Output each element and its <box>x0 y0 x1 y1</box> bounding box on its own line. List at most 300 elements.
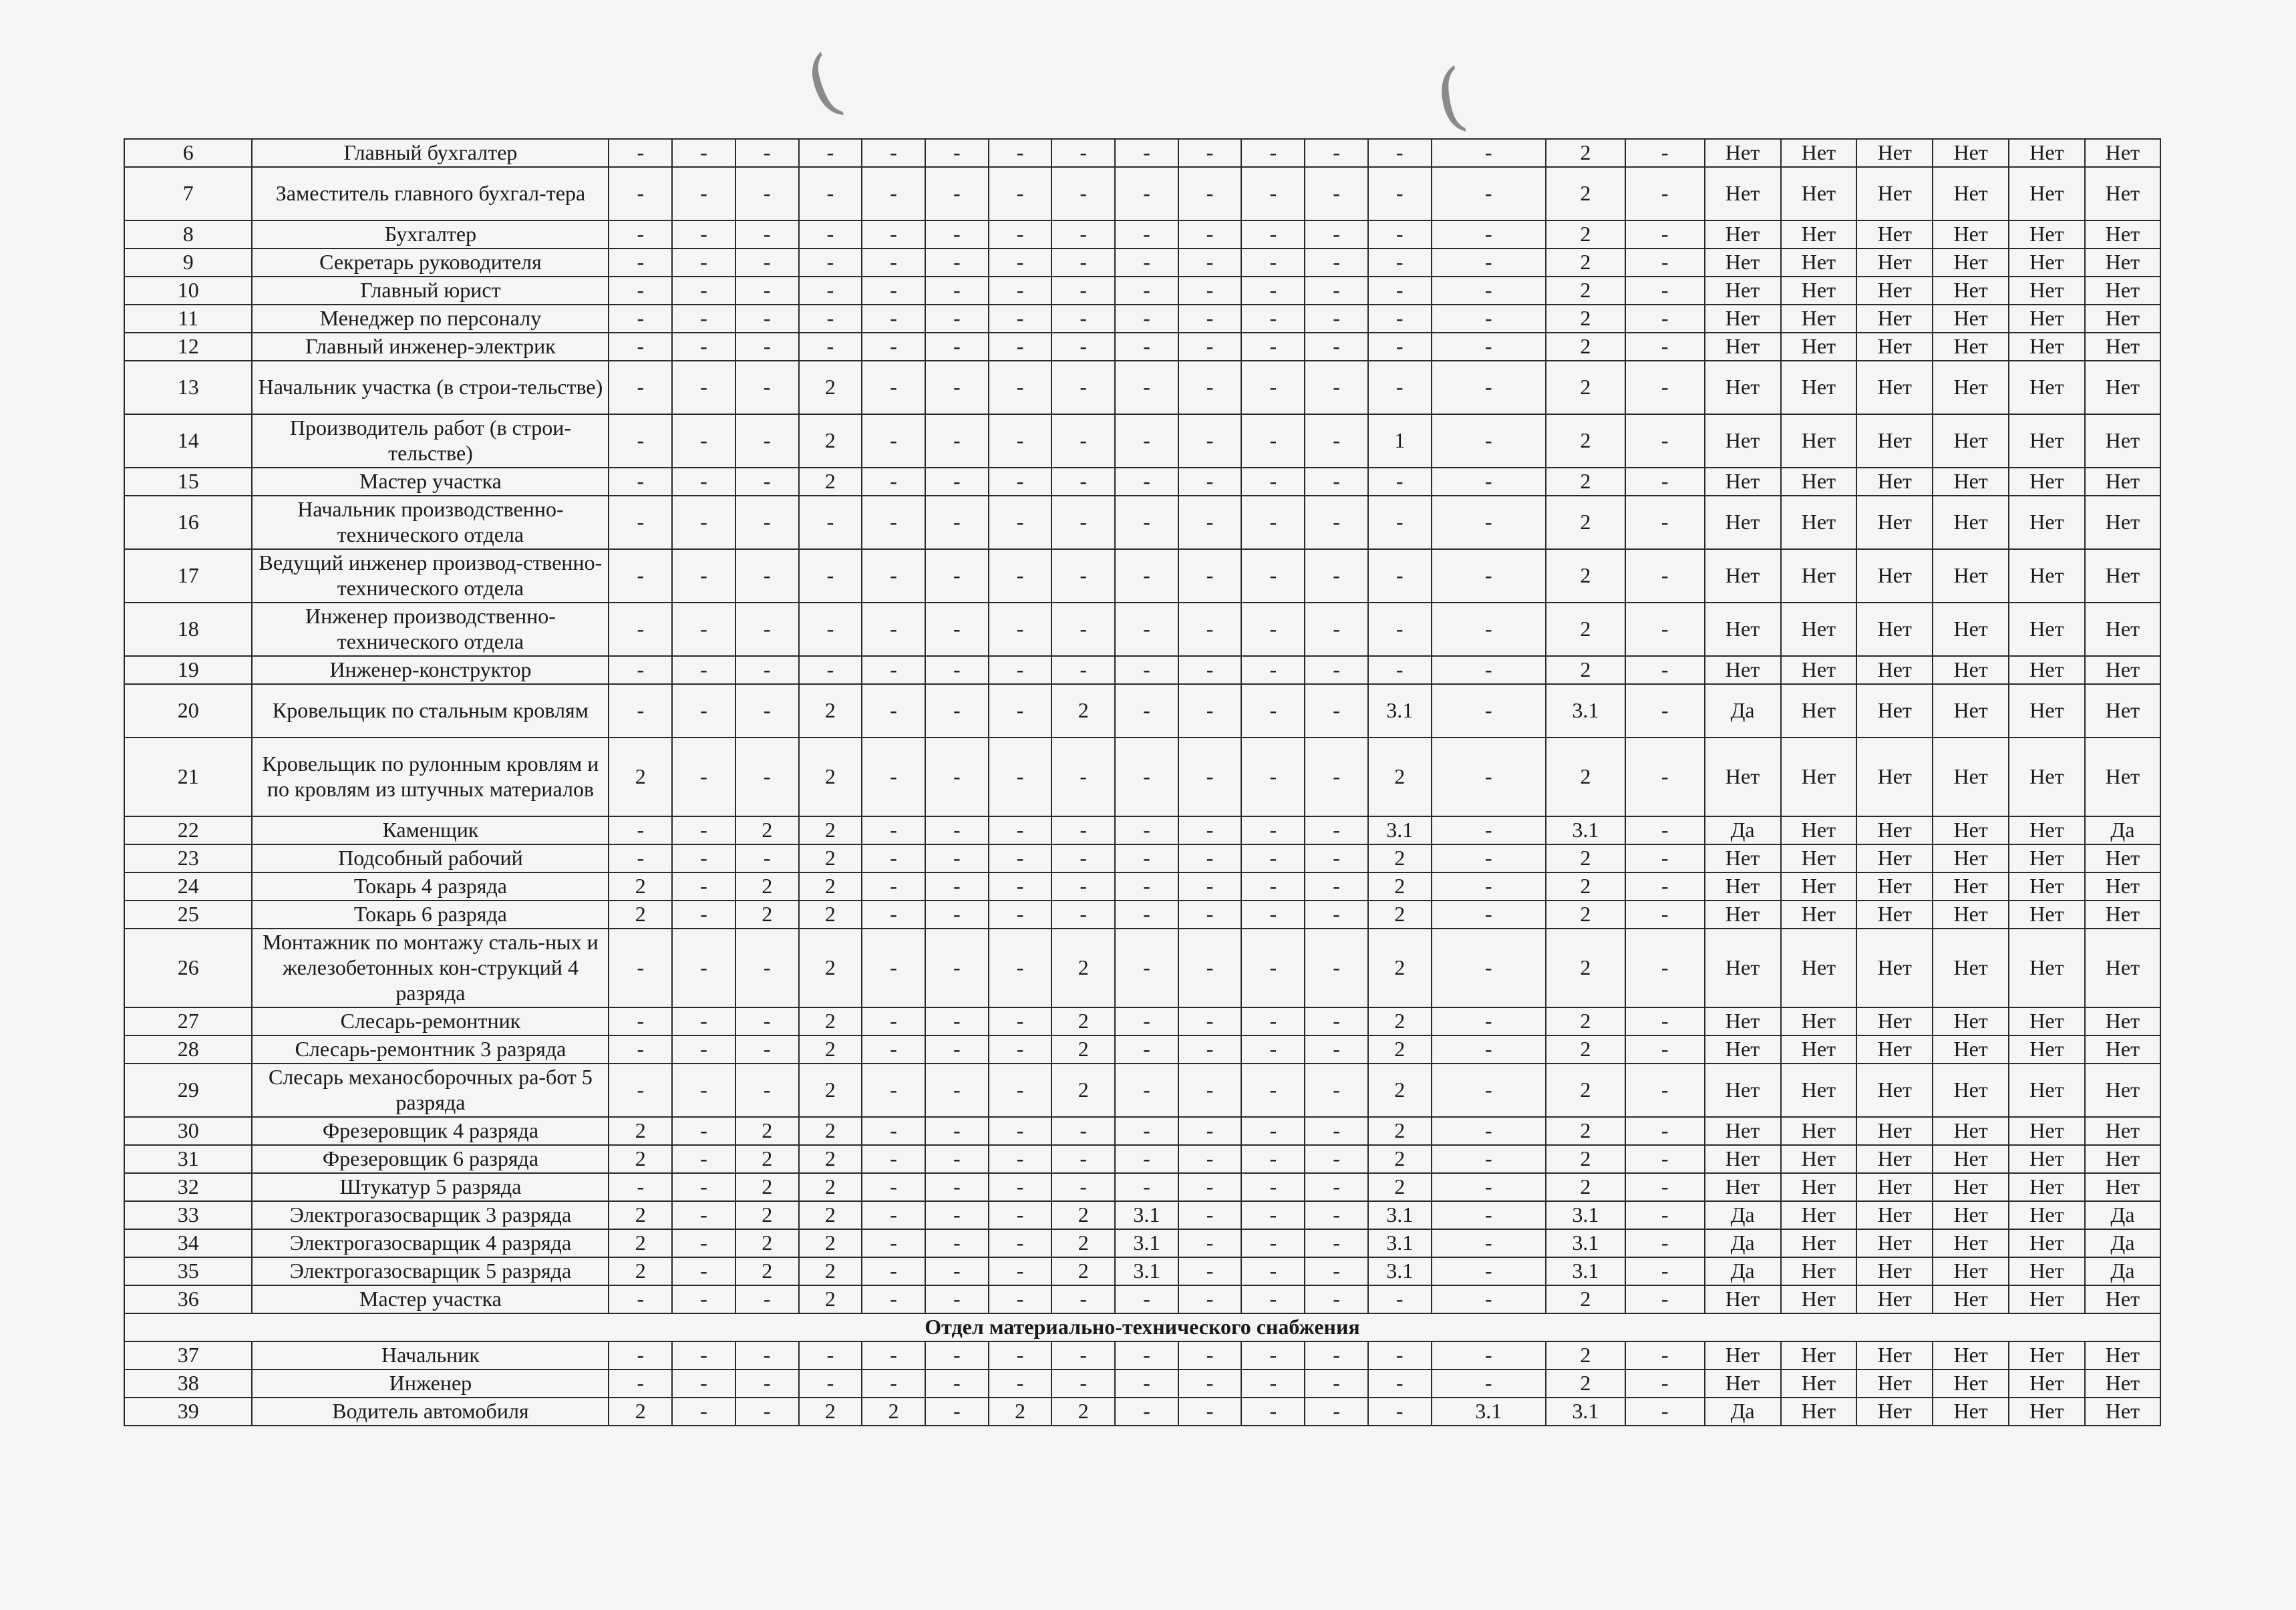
guarantee-cell: Нет <box>1856 844 1933 872</box>
class-cell: - <box>799 1370 862 1398</box>
table-row <box>124 1117 2160 1145</box>
class-cell: - <box>1625 872 1705 901</box>
guarantee-cell: Нет <box>1781 1117 1857 1145</box>
class-cell: - <box>989 496 1052 549</box>
class-cell: - <box>989 1229 1052 1257</box>
class-cell: - <box>862 1035 925 1064</box>
class-cell: - <box>1051 603 1115 656</box>
class-cell: - <box>1241 549 1305 603</box>
guarantee-cell: Нет <box>2009 1370 2085 1398</box>
class-cell: - <box>1432 361 1546 414</box>
guarantee-cell: Нет <box>1705 1341 1781 1370</box>
class-cell: - <box>1115 929 1178 1007</box>
class-cell: - <box>1178 139 1242 167</box>
guarantee-cell: Нет <box>1856 167 1933 220</box>
guarantee-cell: Нет <box>1933 496 2009 549</box>
class-cell: 2 <box>1546 1117 1625 1145</box>
class-cell: - <box>672 603 735 656</box>
class-cell: - <box>1241 167 1305 220</box>
job-title: Штукатур 5 разряда <box>252 1173 609 1201</box>
class-cell: - <box>735 361 799 414</box>
class-cell: 2 <box>1546 549 1625 603</box>
guarantee-cell: Нет <box>2009 1117 2085 1145</box>
job-title: Секретарь руководителя <box>252 249 609 277</box>
class-cell: - <box>1051 844 1115 872</box>
row-number: 19 <box>124 656 252 684</box>
guarantee-cell: Нет <box>1705 277 1781 305</box>
job-title: Слесарь механосборочных ра-бот 5 разряда <box>252 1064 609 1117</box>
guarantee-cell: Нет <box>2085 414 2160 468</box>
table-row <box>124 414 2160 468</box>
class-cell: - <box>799 656 862 684</box>
class-cell: - <box>925 549 989 603</box>
class-cell: - <box>1305 844 1368 872</box>
class-cell: - <box>672 1201 735 1229</box>
guarantee-cell: Нет <box>2085 1007 2160 1035</box>
job-title: Слесарь-ремонтник <box>252 1007 609 1035</box>
class-cell: - <box>1241 738 1305 816</box>
guarantee-cell: Нет <box>1933 1229 2009 1257</box>
class-cell: - <box>862 844 925 872</box>
class-cell: - <box>1432 468 1546 496</box>
class-cell: - <box>1115 1370 1178 1398</box>
class-cell: - <box>735 468 799 496</box>
guarantee-cell: Нет <box>1705 333 1781 361</box>
class-cell: - <box>1115 684 1178 738</box>
class-cell: - <box>1305 361 1368 414</box>
class-cell: - <box>862 1064 925 1117</box>
row-number: 15 <box>124 468 252 496</box>
guarantee-cell: Нет <box>1856 139 1933 167</box>
guarantee-cell: Да <box>2085 1201 2160 1229</box>
guarantee-cell: Нет <box>1856 1398 1933 1426</box>
job-title: Главный юрист <box>252 277 609 305</box>
class-cell: - <box>1178 1370 1242 1398</box>
class-cell: - <box>1305 656 1368 684</box>
class-cell: - <box>609 1341 672 1370</box>
guarantee-cell: Нет <box>1856 305 1933 333</box>
class-cell: - <box>672 929 735 1007</box>
class-cell: - <box>1432 167 1546 220</box>
class-cell: - <box>989 1285 1052 1313</box>
guarantee-cell: Нет <box>1933 816 2009 844</box>
class-cell: - <box>1115 1007 1178 1035</box>
guarantee-cell: Нет <box>2085 139 2160 167</box>
class-cell: - <box>1178 684 1242 738</box>
guarantee-cell: Нет <box>1781 738 1857 816</box>
class-cell: - <box>1432 249 1546 277</box>
class-cell: - <box>989 305 1052 333</box>
class-cell: - <box>1178 1007 1242 1035</box>
guarantee-cell: Нет <box>2009 1398 2085 1426</box>
guarantee-cell: Нет <box>1933 844 2009 872</box>
class-cell: - <box>862 139 925 167</box>
class-cell: - <box>1051 1145 1115 1173</box>
class-cell: - <box>1432 1145 1546 1173</box>
class-cell: - <box>1432 816 1546 844</box>
job-title: Главный бухгалтер <box>252 139 609 167</box>
class-cell: 2 <box>799 929 862 1007</box>
guarantee-cell: Нет <box>2085 549 2160 603</box>
class-cell: - <box>609 167 672 220</box>
guarantee-cell: Нет <box>1933 468 2009 496</box>
guarantee-cell: Нет <box>1705 1117 1781 1145</box>
row-number: 6 <box>124 139 252 167</box>
class-cell: - <box>735 738 799 816</box>
class-cell: - <box>1241 139 1305 167</box>
class-cell: - <box>609 603 672 656</box>
class-cell: - <box>862 1173 925 1201</box>
guarantee-cell: Нет <box>2009 277 2085 305</box>
class-cell: - <box>1051 1173 1115 1201</box>
class-cell: - <box>609 549 672 603</box>
class-cell: - <box>1178 816 1242 844</box>
class-cell: - <box>1051 305 1115 333</box>
table-row <box>124 1229 2160 1257</box>
class-cell: - <box>1178 305 1242 333</box>
class-cell: - <box>1051 249 1115 277</box>
class-cell: - <box>735 844 799 872</box>
table-row <box>124 684 2160 738</box>
class-cell: - <box>609 684 672 738</box>
guarantee-cell: Нет <box>1856 1064 1933 1117</box>
class-cell: - <box>1368 249 1432 277</box>
class-cell: - <box>925 249 989 277</box>
class-cell: - <box>1625 1145 1705 1173</box>
class-cell: - <box>1241 1285 1305 1313</box>
class-cell: - <box>609 1064 672 1117</box>
class-cell: - <box>1368 1398 1432 1426</box>
class-cell: - <box>735 603 799 656</box>
class-cell: - <box>1241 872 1305 901</box>
class-cell: - <box>672 1035 735 1064</box>
class-cell: - <box>1432 1285 1546 1313</box>
job-title: Каменщик <box>252 816 609 844</box>
class-cell: - <box>1178 872 1242 901</box>
guarantee-cell: Нет <box>2009 496 2085 549</box>
guarantee-cell: Нет <box>1781 1007 1857 1035</box>
job-title: Главный инженер-электрик <box>252 333 609 361</box>
class-cell: - <box>1625 496 1705 549</box>
class-cell: - <box>1305 1229 1368 1257</box>
table-row <box>124 816 2160 844</box>
class-cell: 2 <box>1546 249 1625 277</box>
row-number: 8 <box>124 220 252 249</box>
class-cell: - <box>1368 496 1432 549</box>
class-cell: - <box>1178 1341 1242 1370</box>
guarantee-cell: Нет <box>1705 1035 1781 1064</box>
table-row <box>124 929 2160 1007</box>
guarantee-cell: Нет <box>1933 167 2009 220</box>
class-cell: - <box>1625 1341 1705 1370</box>
class-cell: - <box>1178 1145 1242 1173</box>
class-cell: - <box>1432 901 1546 929</box>
table-row <box>124 1173 2160 1201</box>
class-cell: - <box>1625 1064 1705 1117</box>
guarantee-cell: Нет <box>1781 220 1857 249</box>
job-title: Ведущий инженер производ-ственно-технического отдела <box>252 549 609 603</box>
class-cell: - <box>1305 1285 1368 1313</box>
guarantee-cell: Нет <box>1856 929 1933 1007</box>
class-cell: - <box>1051 901 1115 929</box>
class-cell: - <box>1115 414 1178 468</box>
class-cell: - <box>862 220 925 249</box>
class-cell: - <box>862 549 925 603</box>
class-cell: - <box>609 1035 672 1064</box>
class-cell: - <box>735 549 799 603</box>
class-cell: 2 <box>1546 603 1625 656</box>
class-cell: - <box>989 1007 1052 1035</box>
class-cell: - <box>672 277 735 305</box>
class-cell: - <box>862 496 925 549</box>
class-cell: - <box>925 414 989 468</box>
class-cell: 2 <box>1368 901 1432 929</box>
class-cell: - <box>1432 844 1546 872</box>
class-cell: 2 <box>1368 1145 1432 1173</box>
guarantee-cell: Нет <box>1781 929 1857 1007</box>
guarantee-cell: Нет <box>1781 305 1857 333</box>
class-cell: - <box>1115 549 1178 603</box>
job-title: Электрогазосварщик 3 разряда <box>252 1201 609 1229</box>
class-cell: - <box>672 496 735 549</box>
class-cell: - <box>1432 1341 1546 1370</box>
guarantee-cell: Нет <box>1933 684 2009 738</box>
table-row <box>124 901 2160 929</box>
class-cell: - <box>672 844 735 872</box>
guarantee-cell: Нет <box>1933 1007 2009 1035</box>
guarantee-cell: Нет <box>1781 361 1857 414</box>
guarantee-cell: Нет <box>2009 844 2085 872</box>
class-cell: - <box>989 1257 1052 1285</box>
class-cell: - <box>1051 1117 1115 1145</box>
class-cell: - <box>1368 1341 1432 1370</box>
class-cell: - <box>925 496 989 549</box>
class-cell: 2 <box>1546 1007 1625 1035</box>
class-cell: - <box>672 249 735 277</box>
table-row <box>124 139 2160 167</box>
class-cell: 2 <box>799 872 862 901</box>
class-cell: - <box>925 1398 989 1426</box>
class-cell: - <box>1115 277 1178 305</box>
class-cell: - <box>1625 305 1705 333</box>
guarantee-cell: Нет <box>1781 277 1857 305</box>
row-number: 20 <box>124 684 252 738</box>
class-cell: 3.1 <box>1115 1257 1178 1285</box>
job-title: Водитель автомобиля <box>252 1398 609 1426</box>
guarantee-cell: Нет <box>1781 414 1857 468</box>
class-cell: - <box>1625 249 1705 277</box>
class-cell: - <box>862 333 925 361</box>
row-number: 25 <box>124 901 252 929</box>
class-cell: - <box>1625 656 1705 684</box>
row-number: 17 <box>124 549 252 603</box>
class-cell: - <box>1625 139 1705 167</box>
table-row <box>124 361 2160 414</box>
guarantee-cell: Нет <box>2085 1398 2160 1426</box>
class-cell: 2 <box>799 1201 862 1229</box>
class-cell: - <box>1115 603 1178 656</box>
guarantee-cell: Нет <box>1933 549 2009 603</box>
guarantee-cell: Нет <box>1856 1341 1933 1370</box>
class-cell: 2 <box>609 1257 672 1285</box>
class-cell: 2 <box>1368 1173 1432 1201</box>
class-cell: - <box>1115 844 1178 872</box>
class-cell: 2 <box>799 684 862 738</box>
job-title: Электрогазосварщик 4 разряда <box>252 1229 609 1257</box>
class-cell: 2 <box>1546 139 1625 167</box>
guarantee-cell: Нет <box>2009 816 2085 844</box>
row-number: 26 <box>124 929 252 1007</box>
class-cell: - <box>672 414 735 468</box>
guarantee-cell: Нет <box>2085 1341 2160 1370</box>
class-cell: - <box>989 1201 1052 1229</box>
class-cell: - <box>609 656 672 684</box>
class-cell: - <box>1115 816 1178 844</box>
class-cell: - <box>1305 414 1368 468</box>
guarantee-cell: Нет <box>1933 1398 2009 1426</box>
guarantee-cell: Нет <box>2009 1007 2085 1035</box>
class-cell: 3.1 <box>1546 1257 1625 1285</box>
class-cell: - <box>672 656 735 684</box>
class-cell: - <box>1305 1064 1368 1117</box>
class-cell: - <box>1051 414 1115 468</box>
table-row <box>124 277 2160 305</box>
class-cell: - <box>1368 167 1432 220</box>
table-row <box>124 1145 2160 1173</box>
row-number: 27 <box>124 1007 252 1035</box>
class-cell: - <box>1305 277 1368 305</box>
table-row <box>124 1035 2160 1064</box>
class-cell: - <box>672 684 735 738</box>
class-cell: - <box>609 220 672 249</box>
class-cell: - <box>1051 167 1115 220</box>
class-cell: - <box>1051 549 1115 603</box>
class-cell: - <box>989 277 1052 305</box>
class-cell: - <box>925 1035 989 1064</box>
guarantee-cell: Да <box>1705 1257 1781 1285</box>
class-cell: 2 <box>1546 872 1625 901</box>
row-number: 38 <box>124 1370 252 1398</box>
class-cell: - <box>989 738 1052 816</box>
job-title: Фрезеровщик 6 разряда <box>252 1145 609 1173</box>
class-cell: 2 <box>1368 872 1432 901</box>
row-number: 32 <box>124 1173 252 1201</box>
guarantee-cell: Нет <box>1781 1173 1857 1201</box>
guarantee-cell: Нет <box>2009 333 2085 361</box>
class-cell: 2 <box>799 1173 862 1201</box>
class-cell: - <box>609 496 672 549</box>
class-cell: - <box>862 1117 925 1145</box>
class-cell: - <box>1368 656 1432 684</box>
class-cell: - <box>1115 1064 1178 1117</box>
class-cell: - <box>1241 1370 1305 1398</box>
class-cell: - <box>989 929 1052 1007</box>
guarantee-cell: Нет <box>1705 1173 1781 1201</box>
guarantee-cell: Нет <box>1933 656 2009 684</box>
class-cell: - <box>1115 656 1178 684</box>
class-cell: - <box>1368 333 1432 361</box>
class-cell: - <box>862 738 925 816</box>
class-cell: - <box>1115 305 1178 333</box>
guarantee-cell: Нет <box>2085 1285 2160 1313</box>
class-cell: 2 <box>1546 1370 1625 1398</box>
guarantee-cell: Нет <box>2009 1229 2085 1257</box>
guarantee-cell: Нет <box>1781 549 1857 603</box>
class-cell: - <box>989 844 1052 872</box>
guarantee-cell: Нет <box>2009 738 2085 816</box>
class-cell: - <box>1051 468 1115 496</box>
class-cell: - <box>1241 1257 1305 1285</box>
class-cell: - <box>1115 901 1178 929</box>
class-cell: - <box>989 816 1052 844</box>
class-cell: - <box>1305 1007 1368 1035</box>
class-cell: - <box>1241 1064 1305 1117</box>
row-number: 29 <box>124 1064 252 1117</box>
class-cell: - <box>925 816 989 844</box>
class-cell: - <box>1115 738 1178 816</box>
guarantee-cell: Нет <box>1933 277 2009 305</box>
class-cell: 2 <box>1546 277 1625 305</box>
class-cell: - <box>735 1064 799 1117</box>
guarantee-cell: Нет <box>1933 603 2009 656</box>
job-title: Монтажник по монтажу сталь-ных и железобетонных кон-струкций 4 разряда <box>252 929 609 1007</box>
class-cell: - <box>1178 249 1242 277</box>
class-cell: - <box>799 139 862 167</box>
class-cell: - <box>1241 277 1305 305</box>
class-cell: - <box>925 603 989 656</box>
class-cell: - <box>1115 1341 1178 1370</box>
class-cell: - <box>1241 1117 1305 1145</box>
guarantee-cell: Нет <box>1781 167 1857 220</box>
class-cell: - <box>1625 1035 1705 1064</box>
guarantee-cell: Нет <box>1781 1398 1857 1426</box>
class-cell: - <box>1241 684 1305 738</box>
class-cell: - <box>672 816 735 844</box>
guarantee-cell: Нет <box>2085 929 2160 1007</box>
job-title: Кровельщик по стальным кровлям <box>252 684 609 738</box>
class-cell: - <box>925 1173 989 1201</box>
class-cell: - <box>1178 603 1242 656</box>
table-row <box>124 844 2160 872</box>
class-cell: - <box>862 167 925 220</box>
class-cell: - <box>1432 684 1546 738</box>
row-number: 36 <box>124 1285 252 1313</box>
class-cell: - <box>672 1257 735 1285</box>
class-cell: - <box>925 333 989 361</box>
class-cell: 2 <box>1368 929 1432 1007</box>
guarantee-cell: Нет <box>2009 468 2085 496</box>
class-cell: - <box>1305 1117 1368 1145</box>
class-cell: - <box>1241 1201 1305 1229</box>
guarantee-cell: Нет <box>1705 468 1781 496</box>
class-cell: - <box>925 872 989 901</box>
class-cell: 2 <box>1546 167 1625 220</box>
class-cell: - <box>1115 1285 1178 1313</box>
class-cell: - <box>735 1007 799 1035</box>
class-cell: - <box>862 1257 925 1285</box>
guarantee-cell: Нет <box>1933 1370 2009 1398</box>
class-cell: - <box>925 1117 989 1145</box>
class-cell: - <box>1051 361 1115 414</box>
guarantee-cell: Нет <box>1933 1285 2009 1313</box>
guarantee-cell: Нет <box>1856 1145 1933 1173</box>
class-cell: - <box>989 249 1052 277</box>
row-number: 30 <box>124 1117 252 1145</box>
guarantee-cell: Нет <box>1705 929 1781 1007</box>
class-cell: - <box>1051 1341 1115 1370</box>
section-title: Отдел материально-технического снабжения <box>124 1313 2160 1341</box>
class-cell: 2 <box>862 1398 925 1426</box>
